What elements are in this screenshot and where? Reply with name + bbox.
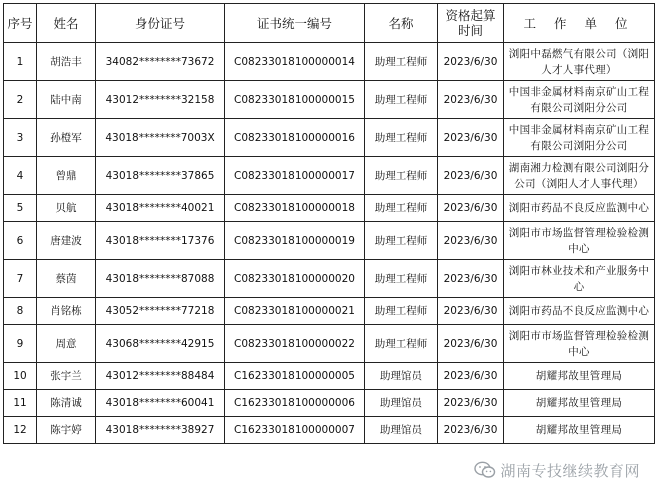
cell-title: 助理工程师	[365, 81, 438, 119]
header-unit: 工 作 单 位	[504, 4, 655, 43]
cell-date: 2023/6/30	[438, 260, 504, 298]
cell-name: 唐建波	[37, 222, 96, 260]
cell-date: 2023/6/30	[438, 363, 504, 390]
cell-name: 陆中南	[37, 81, 96, 119]
cell-title: 助理工程师	[365, 195, 438, 222]
table-row	[4, 81, 655, 119]
header-id: 身份证号	[96, 4, 225, 43]
certificate-table	[3, 3, 655, 444]
header-no: 序号	[4, 4, 37, 43]
cell-id: 43052********77218	[96, 298, 225, 325]
cell-no: 10	[4, 363, 37, 390]
cell-unit: 湖南湘力检测有限公司浏阳分公司（浏阳人才人事代理）	[504, 157, 655, 195]
cell-no: 11	[4, 390, 37, 417]
cell-cert: C08233018100000018	[225, 195, 365, 222]
cell-no: 1	[4, 43, 37, 81]
cell-name: 陈宇婷	[37, 417, 96, 444]
cell-unit: 中国非金属材料南京矿山工程有限公司浏阳分公司	[504, 119, 655, 157]
table-row	[4, 298, 655, 325]
wechat-icon	[474, 461, 496, 479]
table-row	[4, 390, 655, 417]
cell-id: 34082********73672	[96, 43, 225, 81]
cell-title: 助理工程师	[365, 43, 438, 81]
cell-no: 2	[4, 81, 37, 119]
cell-no: 3	[4, 119, 37, 157]
cell-cert: C16233018100000005	[225, 363, 365, 390]
cell-unit: 浏阳市市场监督管理检验检测中心	[504, 325, 655, 363]
cell-cert: C16233018100000007	[225, 417, 365, 444]
cell-name: 孙橙军	[37, 119, 96, 157]
cell-unit: 浏阳市药品不良反应监测中心	[504, 195, 655, 222]
cell-title: 助理工程师	[365, 298, 438, 325]
cell-date: 2023/6/30	[438, 222, 504, 260]
cell-name: 曾鼎	[37, 157, 96, 195]
table-row	[4, 195, 655, 222]
table-row	[4, 222, 655, 260]
cell-name: 肖铭栋	[37, 298, 96, 325]
cell-title: 助理工程师	[365, 222, 438, 260]
cell-no: 9	[4, 325, 37, 363]
cell-title: 助理馆员	[365, 363, 438, 390]
cell-title: 助理馆员	[365, 390, 438, 417]
cell-title: 助理工程师	[365, 119, 438, 157]
cell-cert: C08233018100000016	[225, 119, 365, 157]
cell-name: 张宇兰	[37, 363, 96, 390]
cell-id: 43018********87088	[96, 260, 225, 298]
table-row	[4, 43, 655, 81]
cell-cert: C16233018100000006	[225, 390, 365, 417]
cell-unit: 中国非金属材料南京矿山工程有限公司浏阳分公司	[504, 81, 655, 119]
cell-id: 43018********40021	[96, 195, 225, 222]
cell-date: 2023/6/30	[438, 325, 504, 363]
header-date: 资格起算时间	[438, 4, 504, 43]
header-row	[4, 4, 655, 43]
table-row	[4, 157, 655, 195]
table-row	[4, 417, 655, 444]
cell-date: 2023/6/30	[438, 119, 504, 157]
cell-date: 2023/6/30	[438, 43, 504, 81]
watermark-text: 湖南专技继续教育网	[500, 461, 640, 480]
cell-id: 43012********32158	[96, 81, 225, 119]
cell-cert: C08233018100000014	[225, 43, 365, 81]
cell-cert: C08233018100000020	[225, 260, 365, 298]
header-title: 名称	[365, 4, 438, 43]
cell-name: 周意	[37, 325, 96, 363]
cell-cert: C08233018100000022	[225, 325, 365, 363]
cell-date: 2023/6/30	[438, 195, 504, 222]
cell-id: 43068********42915	[96, 325, 225, 363]
cell-title: 助理馆员	[365, 417, 438, 444]
cell-id: 43018********7003X	[96, 119, 225, 157]
cell-no: 6	[4, 222, 37, 260]
cell-date: 2023/6/30	[438, 390, 504, 417]
cell-unit: 浏阳中磊燃气有限公司（浏阳人才人事代理）	[504, 43, 655, 81]
cell-name: 胡浩丰	[37, 43, 96, 81]
cell-no: 7	[4, 260, 37, 298]
cell-id: 43018********37865	[96, 157, 225, 195]
table-row	[4, 325, 655, 363]
cell-name: 蔡茵	[37, 260, 96, 298]
cell-id: 43018********60041	[96, 390, 225, 417]
cell-id: 43018********38927	[96, 417, 225, 444]
cell-unit: 胡耀邦故里管理局	[504, 363, 655, 390]
cell-unit: 胡耀邦故里管理局	[504, 417, 655, 444]
table-row	[4, 119, 655, 157]
cell-date: 2023/6/30	[438, 157, 504, 195]
table-row	[4, 363, 655, 390]
cell-title: 助理工程师	[365, 325, 438, 363]
cell-id: 43012********88484	[96, 363, 225, 390]
table-row	[4, 260, 655, 298]
cell-no: 12	[4, 417, 37, 444]
cell-unit: 浏阳市林业技术和产业服务中心	[504, 260, 655, 298]
header-name: 姓名	[37, 4, 96, 43]
header-cert: 证书统一编号	[225, 4, 365, 43]
cell-cert: C08233018100000021	[225, 298, 365, 325]
cell-date: 2023/6/30	[438, 81, 504, 119]
cell-no: 4	[4, 157, 37, 195]
cell-id: 43018********17376	[96, 222, 225, 260]
cell-title: 助理工程师	[365, 157, 438, 195]
cell-no: 8	[4, 298, 37, 325]
cell-date: 2023/6/30	[438, 417, 504, 444]
cell-unit: 浏阳市市场监督管理检验检测中心	[504, 222, 655, 260]
cell-unit: 胡耀邦故里管理局	[504, 390, 655, 417]
cell-no: 5	[4, 195, 37, 222]
cell-name: 贝航	[37, 195, 96, 222]
watermark	[471, 458, 643, 482]
cell-date: 2023/6/30	[438, 298, 504, 325]
cell-cert: C08233018100000019	[225, 222, 365, 260]
cell-cert: C08233018100000017	[225, 157, 365, 195]
cell-name: 陈清诚	[37, 390, 96, 417]
cell-cert: C08233018100000015	[225, 81, 365, 119]
cell-unit: 浏阳市药品不良反应监测中心	[504, 298, 655, 325]
cell-title: 助理工程师	[365, 260, 438, 298]
